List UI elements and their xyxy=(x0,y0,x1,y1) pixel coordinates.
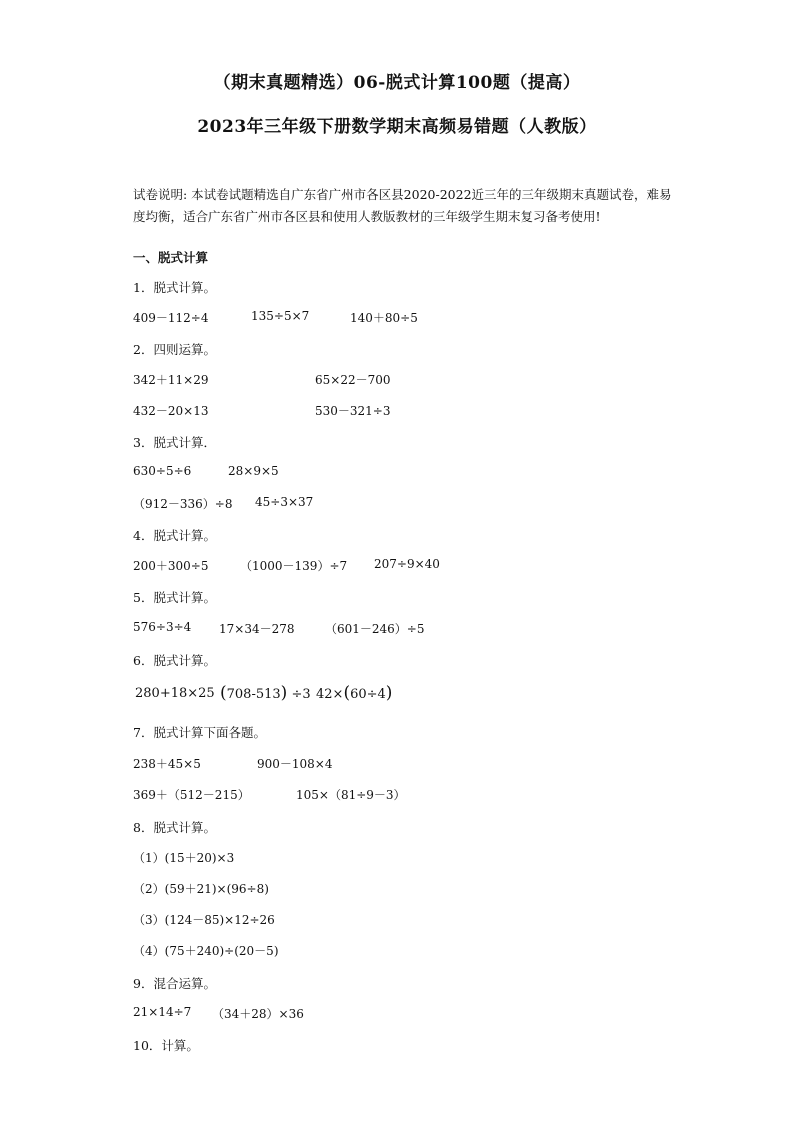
question-8-expr-2: （2）(59＋21)×(96÷8) xyxy=(133,882,269,896)
question-2-label: 2．四则运算。 xyxy=(133,342,216,357)
section-heading: 一、脱式计算 xyxy=(133,250,209,265)
question-6-expr-3-head: 42× xyxy=(316,687,344,702)
question-2-expr-4: 530－321÷3 xyxy=(315,404,391,418)
question-7-expr-1: 238＋45×5 xyxy=(133,757,201,771)
question-7-label: 7．脱式计算下面各题。 xyxy=(133,725,266,740)
close-paren: ) xyxy=(280,683,288,703)
question-5-label: 5．脱式计算。 xyxy=(133,590,216,605)
question-9-label: 9．混合运算。 xyxy=(133,976,216,991)
question-3-expr-1: 630÷5÷6 xyxy=(133,464,192,478)
close-paren: ) xyxy=(385,683,393,703)
question-1-expr-3: 140＋80÷5 xyxy=(350,311,418,325)
question-3-expr-4: 45÷3×37 xyxy=(255,495,314,509)
open-paren: ( xyxy=(343,683,351,703)
question-5-expr-1: 576÷3÷4 xyxy=(133,620,192,634)
question-1-expr-1: 409－112÷4 xyxy=(133,311,209,325)
question-4-expr-1: 200＋300÷5 xyxy=(133,559,209,573)
question-3-expr-2: 28×9×5 xyxy=(228,464,279,478)
question-8-expr-3: （3）(124－85)×12÷26 xyxy=(133,913,275,927)
question-2-expr-2: 65×22－700 xyxy=(315,373,391,387)
document-title-line2: 2023年三年级下册数学期末高频易错题（人教版） xyxy=(197,117,597,137)
question-5-expr-3: （601－246）÷5 xyxy=(325,622,425,636)
question-1-label: 1．脱式计算。 xyxy=(133,280,216,295)
question-6-expr-3-inner: 60÷4 xyxy=(350,687,386,702)
question-7-expr-2: 900－108×4 xyxy=(257,757,333,771)
question-7-expr-4: 105×（81÷9－3） xyxy=(296,788,406,802)
question-3-label: 3．脱式计算． xyxy=(133,435,216,450)
question-9-expr-2: （34＋28）×36 xyxy=(212,1007,304,1021)
question-4-label: 4．脱式计算。 xyxy=(133,528,216,543)
question-5-expr-2: 17×34－278 xyxy=(219,622,295,636)
question-7-expr-3: 369＋（512－215） xyxy=(133,788,250,802)
question-8-expr-1: （1）(15＋20)×3 xyxy=(133,851,235,865)
question-4-expr-3: 207÷9×40 xyxy=(374,557,440,571)
question-9-expr-1: 21×14÷7 xyxy=(133,1005,192,1019)
document-title-line1: （期末真题精选）06-脱式计算100题（提高） xyxy=(213,73,581,93)
question-10-label: 10．计算。 xyxy=(133,1038,199,1053)
question-2-expr-3: 432－20×13 xyxy=(133,404,209,418)
question-2-expr-1: 342＋11×29 xyxy=(133,373,209,387)
open-paren: ( xyxy=(220,683,227,703)
question-6-expr-2 xyxy=(220,683,311,703)
question-6-label: 6．脱式计算。 xyxy=(133,653,216,668)
question-6-expr-2-inner: 708-513 xyxy=(226,687,281,702)
question-3-expr-3: （912－336）÷8 xyxy=(133,497,233,511)
question-6-expr-1: 280+18×25 xyxy=(135,686,215,701)
question-1-expr-2: 135÷5×7 xyxy=(251,309,310,323)
question-8-expr-4: （4）(75＋240)÷(20－5) xyxy=(133,944,279,958)
question-6-expr-3 xyxy=(316,683,392,703)
question-4-expr-2: （1000－139）÷7 xyxy=(240,559,348,573)
question-6-expr-2-tail: ÷3 xyxy=(291,687,311,702)
exam-description: 试卷说明: 本试卷试题精选自广东省广州市各区县2020-2022近三年的三年级期末真题试卷，难易度均衡，适合广东省广州市各区县和使用人教版教材的三年级学生期末复习备考使用! xyxy=(133,187,672,224)
question-8-label: 8．脱式计算。 xyxy=(133,820,216,835)
